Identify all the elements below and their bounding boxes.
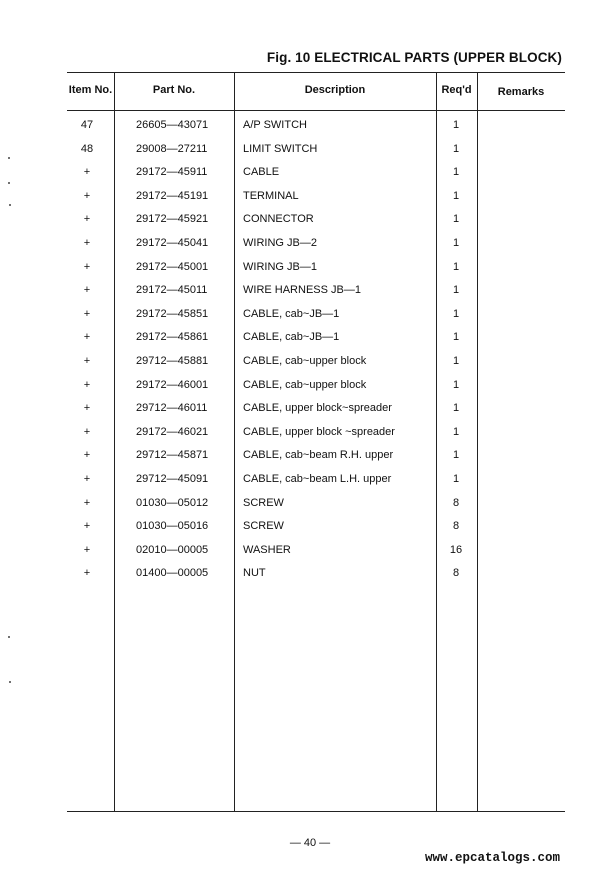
header-part-no: Part No. [152,84,196,96]
part-no-cell: 01400—00005 [136,567,209,580]
part-no-cell: 29172—46001 [136,378,209,391]
page-title: Fig. 10 ELECTRICAL PARTS (UPPER BLOCK) [266,50,562,65]
item-no-cell: + [83,237,91,249]
table-row [0,402,602,422]
description-cell: CABLE, upper block~spreader [243,402,392,415]
item-no-cell: + [83,473,91,485]
scan-speck [8,636,10,638]
description-cell: SCREW [243,496,284,509]
reqd-cell: 16 [449,543,463,556]
table-row [0,166,602,186]
reqd-cell: 1 [452,473,460,485]
table-row [0,379,602,399]
table-row [0,449,602,469]
table-row [0,284,602,304]
description-cell: CABLE, upper block ~spreader [243,425,395,438]
watermark-url: www.epcatalogs.com [424,851,560,865]
item-no-cell: + [83,307,91,320]
description-cell: WIRING JB—1 [243,260,317,273]
item-no-cell: + [83,567,91,580]
table-row [0,473,602,493]
scan-speck [9,681,11,683]
reqd-cell: 1 [452,449,460,462]
description-cell: WASHER [243,543,291,556]
description-cell: CABLE, cab~beam L.H. upper [243,473,392,485]
reqd-cell: 1 [452,331,460,344]
scan-speck [8,157,10,159]
reqd-cell: 1 [452,260,460,273]
description-cell: CABLE [243,166,280,179]
table-row [0,261,602,281]
part-no-cell: 29172—45921 [136,213,209,226]
part-no-cell: 29172—46021 [136,425,209,438]
header-item-no: Item No. [68,84,113,96]
table-header-rule [67,110,565,111]
table-top-rule [67,72,565,73]
reqd-cell: 8 [452,567,460,580]
part-no-cell: 01030—05016 [136,520,209,533]
part-no-cell: 29712—45091 [136,473,209,485]
table-row [0,567,602,587]
table-row [0,426,602,446]
header-reqd: Req'd [441,84,472,96]
description-cell: SCREW [243,520,284,533]
description-cell: A/P SWITCH [243,119,307,131]
reqd-cell: 1 [452,307,460,320]
description-cell: WIRE HARNESS JB—1 [243,284,361,297]
item-no-cell: + [83,425,91,438]
item-no-cell: + [83,355,91,367]
description-cell: CONNECTOR [243,213,314,226]
reqd-cell: 1 [452,237,460,249]
reqd-cell: 8 [452,520,460,533]
table-row [0,237,602,257]
part-no-cell: 29172—45011 [136,284,208,297]
part-no-cell: 29172—45851 [136,307,209,320]
part-no-cell: 01030—05012 [136,496,209,509]
description-cell: CABLE, cab~JB—1 [243,331,340,344]
item-no-cell: + [83,520,91,533]
header-remarks: Remarks [497,86,545,98]
part-no-cell: 29172—45861 [136,331,209,344]
description-cell: TERMINAL [243,189,299,202]
table-row [0,213,602,233]
reqd-cell: 1 [452,213,460,226]
scan-speck [8,182,10,184]
reqd-cell: 1 [452,189,460,202]
item-no-cell: 48 [80,142,94,155]
reqd-cell: 1 [452,142,460,155]
page-number: — 40 — [289,837,331,849]
reqd-cell: 1 [452,166,460,179]
description-cell: CABLE, cab~beam R.H. upper [243,449,394,462]
table-row [0,331,602,351]
part-no-cell: 29712—46011 [136,402,208,415]
description-cell: LIMIT SWITCH [243,142,318,155]
table-row [0,544,602,564]
description-cell: CABLE, cab~JB—1 [243,307,340,320]
item-no-cell: + [83,284,91,297]
reqd-cell: 1 [452,425,460,438]
header-description: Description [304,84,366,96]
item-no-cell: + [83,260,91,273]
table-row [0,355,602,375]
part-no-cell: 26605—43071 [136,119,209,131]
reqd-cell: 1 [452,378,460,391]
description-cell: NUT [243,567,266,580]
item-no-cell: + [83,543,91,556]
table-row [0,308,602,328]
table-row [0,497,602,517]
part-no-cell: 29172—45191 [136,189,209,202]
item-no-cell: + [83,166,91,179]
item-no-cell: + [83,331,91,344]
part-no-cell: 29172—45001 [136,260,209,273]
reqd-cell: 8 [452,496,460,509]
reqd-cell: 1 [452,402,460,415]
reqd-cell: 1 [452,355,460,367]
reqd-cell: 1 [452,284,460,297]
description-cell: CABLE, cab~upper block [243,355,367,367]
part-no-cell: 29172—45911 [136,166,208,179]
part-no-cell: 29172—45041 [136,237,209,249]
description-cell: WIRING JB—2 [243,237,317,249]
item-no-cell: + [83,402,91,415]
table-row [0,520,602,540]
item-no-cell: 47 [80,119,94,131]
table-row [0,119,602,139]
part-no-cell: 29008—27211 [136,142,208,155]
item-no-cell: + [83,449,91,462]
table-row [0,143,602,163]
part-no-cell: 02010—00005 [136,543,209,556]
scan-speck [9,204,11,206]
table-row [0,190,602,210]
table-bottom-rule [67,811,565,812]
part-no-cell: 29712—45871 [136,449,209,462]
item-no-cell: + [83,213,91,226]
description-cell: CABLE, cab~upper block [243,378,367,391]
item-no-cell: + [83,189,91,202]
reqd-cell: 1 [452,119,460,131]
part-no-cell: 29712—45881 [136,355,209,367]
item-no-cell: + [83,496,91,509]
item-no-cell: + [83,378,91,391]
